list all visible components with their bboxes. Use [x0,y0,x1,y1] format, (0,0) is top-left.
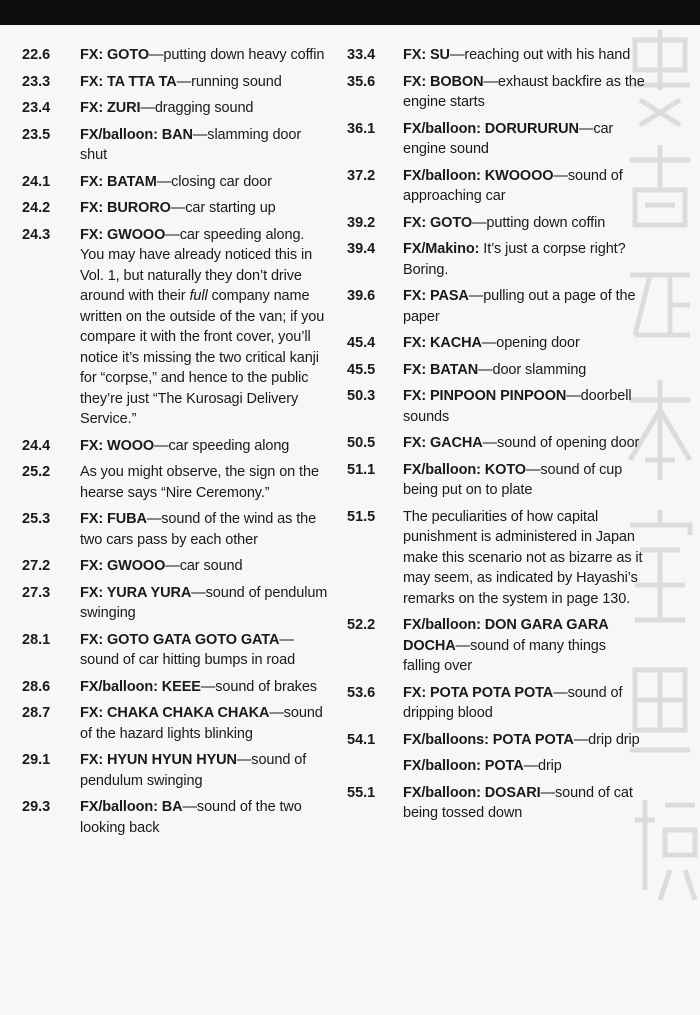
sfx-heading: FX: FUBA [80,511,147,527]
note-text [403,333,647,354]
note-entry [22,750,330,791]
page-panel-number: 23.4 [22,100,51,116]
note-entry [347,433,647,454]
note-text [403,119,647,160]
page-panel-number: 51.1 [347,461,376,478]
note-entry [22,125,330,166]
sfx-translation: —drip [523,758,562,774]
sfx-heading: FX: WOOO [80,437,155,454]
note-entry [22,797,330,838]
page-panel-number: 33.4 [347,47,376,63]
note-entry [347,72,647,113]
sfx-translation: —doorbell sounds [403,388,632,425]
sfx-heading: FX: YURA YURA [80,584,192,601]
sfx-translation: —running sound [176,73,282,90]
page-panel-number: 24.2 [22,200,51,216]
note-text [80,509,330,550]
note-entry [347,286,647,327]
note-entry [22,509,330,550]
sfx-heading: FX: ZURI [80,100,141,116]
note-entry [22,98,330,119]
note-text [403,72,647,113]
note-text [403,286,647,327]
note-text [403,239,647,280]
note-entry [22,703,330,744]
sfx-heading: FX: GWOOO [80,226,166,243]
page-panel-number: 27.2 [22,558,51,574]
sfx-translation: —sound of dripping blood [403,684,623,721]
note-text [80,750,330,791]
note-text [403,45,647,66]
page-panel-number: 53.6 [347,684,376,701]
page-panel-number: 39.6 [347,288,376,304]
sfx-translation: —opening door [481,335,580,351]
sfx-translation: —sound of the wind as the two cars pass by each other [80,511,317,548]
note-text [403,386,647,427]
page-panel-number: 28.7 [22,705,51,721]
note-text [80,677,330,698]
note-entry [22,462,330,503]
note-entry [347,783,647,824]
sfx-translation: —putting down heavy coffin [149,47,325,63]
sfx-heading: FX: BATAN [403,361,479,378]
page-panel-number: 28.1 [22,631,51,648]
note-text [80,583,330,624]
sfx-heading: FX: CHAKA CHAKA CHAKA [80,705,270,721]
sfx-translation: —closing car door [156,173,272,190]
sfx-translation: It’s just a corpse right? Boring. [403,241,626,278]
note-entry [347,213,647,234]
sfx-translation: —sound of cup being put on to plate [403,461,623,498]
sfx-heading: FX: PASA [403,288,469,304]
note-text [80,703,330,744]
page-panel-number: 23.5 [22,126,51,143]
page-panel-number: 39.2 [347,214,376,231]
note-text [403,507,647,610]
page-panel-number: 27.3 [22,584,51,601]
sfx-heading: FX/balloons: POTA POTA [403,731,574,748]
sfx-heading: FX: POTA POTA POTA [403,684,554,701]
note-entry [347,507,647,610]
sfx-translation: —car sound [165,558,243,574]
sfx-heading: FX/balloon: DON GARA GARA DOCHA [403,617,609,654]
page-panel-number: 28.6 [22,678,51,695]
page-panel-number: 55.1 [347,784,376,801]
note-text [80,125,330,166]
sfx-translation: —sound of approaching car [403,167,623,204]
sfx-heading: FX: BURORO [80,200,171,216]
sfx-heading: FX/balloon: POTA [403,758,524,774]
note-entry [22,677,330,698]
note-text [80,462,330,503]
page-panel-number: 52.2 [347,617,376,633]
page-panel-number: 25.2 [22,464,51,480]
note-entry [347,386,647,427]
note-entry [22,45,330,66]
page-panel-number: 35.6 [347,73,376,90]
note-text [80,98,330,119]
note-text [403,213,647,234]
sfx-translation: —reaching out with his hand [449,47,631,63]
sfx-heading: FX/balloon: DOSARI [403,784,541,801]
sfx-heading: FX/balloon: BA [80,799,183,815]
sfx-heading: FX/balloon: DORURURUN [403,120,579,137]
sfx-heading: FX/Makino: [403,241,480,257]
note-entry [347,166,647,207]
note-entry [347,119,647,160]
emphasis-text: full [189,288,208,304]
sfx-translation: —slamming door shut [80,126,302,163]
page-panel-number: 50.3 [347,388,376,404]
note-entry [347,360,647,381]
note-entry [22,583,330,624]
note-entry [22,172,330,193]
note-text [403,360,647,381]
page-panel-number: 25.3 [22,511,51,527]
note-entry [347,683,647,724]
note-text [403,730,647,751]
page-panel-number: 37.2 [347,167,376,184]
sfx-heading: FX: SU [403,47,450,63]
sfx-translation: —sound of brakes [200,678,317,695]
page-panel-number: 54.1 [347,731,376,748]
sfx-heading: FX: GOTO GATA GOTO GATA [80,631,280,648]
sfx-translation: —car starting up [170,200,276,216]
sfx-translation: —car engine sound [403,120,614,157]
sfx-translation: —sound of the hazard lights blinking [80,705,323,742]
sfx-translation: —sound of cat being tossed down [403,784,633,821]
sfx-heading: FX: PINPOON PINPOON [403,388,567,404]
page-panel-number: 29.1 [22,752,51,768]
note-entry [22,436,330,457]
sfx-heading: FX: HYUN HYUN HYUN [80,752,237,768]
page-panel-number: 36.1 [347,120,376,137]
note-entry [347,333,647,354]
sfx-translation: —drip drip [573,731,640,748]
note-text [403,615,647,677]
sfx-translation: —putting down coffin [472,214,606,231]
sfx-translation: —pulling out a page of the paper [403,288,636,325]
sfx-translation: —dragging sound [140,100,254,116]
page-panel-number: 50.5 [347,435,376,451]
note-entry [347,730,647,751]
page-panel-number: 51.5 [347,508,376,525]
note-entry [22,225,330,430]
note-entry [347,615,647,677]
sfx-translation: —sound of many things falling over [403,637,606,674]
sfx-heading: FX/balloon: KWOOOO [403,167,554,184]
sfx-heading: FX/balloon: KOTO [403,461,526,478]
note-text [403,783,647,824]
note-text [80,172,330,193]
page-panel-number: 45.4 [347,335,376,351]
page-panel-number: 29.3 [22,799,51,815]
note-text [80,72,330,93]
sfx-heading: FX: TA TTA TA [80,73,177,90]
page-panel-number: 39.4 [347,241,376,257]
page-panel-number [347,756,403,777]
note-text [80,198,330,219]
note-entry [347,239,647,280]
page-panel-number: 23.3 [22,73,51,90]
note-text [403,460,647,501]
note-text [403,166,647,207]
page-panel-number: 24.1 [22,173,51,190]
sfx-heading: FX: GWOOO [80,558,166,574]
sfx-translation: The peculiarities of how capital punishment is administered in Japan make this scenario not as bizarre as it may seem, as indicated by Hayashi’s remarks on the system in page 130. [403,508,643,607]
note-entry [22,198,330,219]
note-text [80,225,330,430]
note-text [80,556,330,577]
note-text [403,433,647,454]
sfx-heading: FX/balloon: KEEE [80,678,201,695]
note-entry [22,556,330,577]
note-entry [347,45,647,66]
sfx-translation: As you might observe, the sign on the hearse says “Nire Ceremony.” [80,464,319,501]
note-text [403,683,647,724]
sfx-heading: FX: GACHA [403,435,483,451]
note-text [80,797,330,838]
note-text [403,756,647,777]
sfx-heading: FX: KACHA [403,335,482,351]
note-text [80,45,330,66]
sfx-heading: FX: GOTO [80,47,150,63]
note-entry [347,756,647,777]
sfx-translation: —sound of opening door [482,435,640,451]
page-panel-number: 22.6 [22,47,51,63]
sfx-translation: —exhaust backfire as the engine starts [403,73,645,110]
sfx-translation: —sound of pendulum swinging [80,584,328,621]
sfx-heading: FX: BOBON [403,73,484,90]
sfx-translation-continued: company name written on the outside of the van; if you compare it with the front cover, you’ll notice it’s missing the two critical kanji for “corpse,” and hence to the public they’re just “The Kurosagi Delivery Service.” [80,288,325,427]
right-column [347,45,647,830]
sfx-translation: —sound of car hitting bumps in road [80,631,296,668]
note-entry [347,460,647,501]
left-column [22,45,330,844]
sfx-heading: FX: GOTO [403,214,473,231]
sfx-heading: FX/balloon: BAN [80,126,193,143]
page-panel-number: 45.5 [347,361,376,378]
sfx-translation: —door slamming [478,361,587,378]
sfx-heading: FX: BATAM [80,173,157,190]
note-entry [22,72,330,93]
sfx-translation: —car speeding along. You may have already noticed this in Vol. 1, but naturally they don’t drive around with their [80,226,313,304]
note-text [80,436,330,457]
sfx-translation: —sound of the two looking back [80,799,302,836]
note-entry [22,630,330,671]
sfx-translation: —sound of pendulum swinging [80,752,307,789]
top-border [0,0,700,25]
sfx-translation: —car speeding along [154,437,290,454]
page-panel-number: 24.3 [22,226,51,243]
page-panel-number: 24.4 [22,437,51,454]
note-text [80,630,330,671]
